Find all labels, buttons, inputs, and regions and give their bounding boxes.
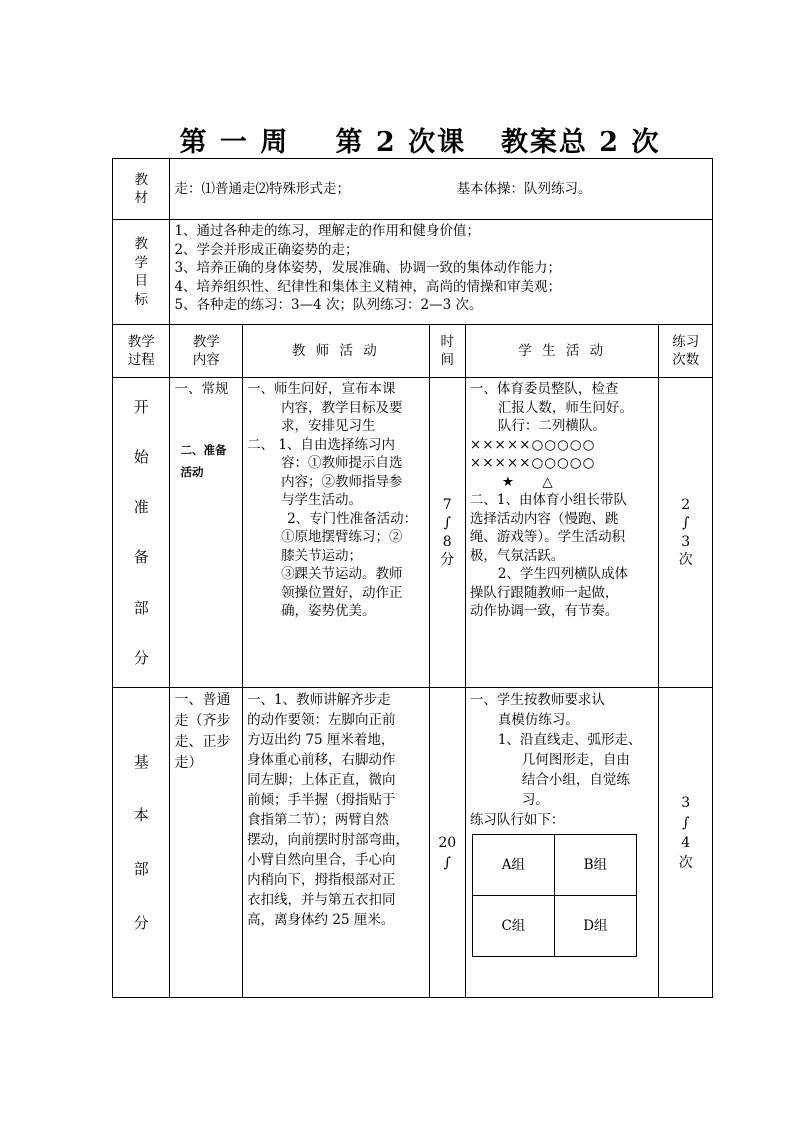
lesson-plan-title	[110, 120, 730, 159]
main-teacher-activity: 一、1、教师讲解齐步走 的动作要领：左脚向正前 方迈出约 75 厘米着地， 身体重心前移，右脚动作 同左脚；上体正直，微向 前倾；手半握（拇指贴于 食指第二节）；两臂自然 摆动，向前摆时肘部弯曲， 小臂自然向里合，手心向 内稍向下，拇指根部对正 衣扣线，并与第五衣扣同 高，离身体约 25 厘米。	[243, 688, 430, 998]
material-drill: 基本体操：队列练习。	[456, 180, 592, 197]
goal-item: 5、各种走的练习：3—4 次；队列练习：2—3 次。	[174, 297, 483, 313]
main-section-label: 基 本 部 分	[113, 688, 170, 998]
header-count: 练习 次数	[659, 325, 713, 378]
start-student-activity: 一、体育委员整队，检查 汇报人数，师生问好。 队行：二列横队。 ×××××○○○○○ ×××××○○○○○ ★ △ 二、1、由体育小组长带队 选择活动内容（慢跑、跳 绳、游戏等）。学生活动积 极，气氛活跃。 2、学生四列横队成体 操队行跟随教师一起做， 动作协调一致，有节奏。	[465, 378, 659, 688]
practice-formation-grid	[472, 834, 637, 957]
start-time: 7 ∫ 8 分	[429, 378, 465, 688]
group-d: D组	[554, 896, 636, 957]
row-material	[113, 159, 713, 220]
start-section-content	[170, 378, 243, 688]
goals-content	[170, 220, 713, 325]
content-routine: 一、常规	[174, 381, 229, 397]
header-teacher: 教 师 活 动	[243, 325, 430, 378]
header-content: 教学 内容	[170, 325, 243, 378]
content-warmup: 二、准备活动	[180, 442, 227, 479]
header-time: 时 间	[429, 325, 465, 378]
start-section-label: 开 始 准 备 部 分	[113, 378, 170, 688]
main-student-activity: 一、学生按教师要求认 真模仿练习。 1、沿直线走、弧形走、 几何图形走，自由 结合小组，自觉练 习。 练习队行如下： A组 B组 C组 D组	[465, 688, 659, 998]
row-goals	[113, 220, 713, 325]
start-count: 2 ∫ 3 次	[659, 378, 713, 688]
goal-item: 2、学会并形成正确姿势的走；	[174, 241, 359, 258]
header-student: 学 生 活 动	[465, 325, 659, 378]
main-time: 20 ∫	[429, 688, 465, 998]
formation-row: ×××××○○○○○	[469, 436, 596, 453]
group-a: A组	[472, 835, 554, 896]
material-label: 教 材	[113, 159, 170, 220]
formation-markers: ★ △	[501, 473, 553, 490]
goals-label: 教 学 目 标	[113, 220, 170, 325]
material-content	[170, 159, 713, 220]
row-start-section	[113, 378, 713, 688]
goal-item: 3、培养正确的身体姿势，发展准确、协调一致的集体动作能力；	[174, 260, 562, 276]
goal-item: 4、培养组织性、纪律性和集体主义精神，高尚的情操和审美观；	[174, 278, 562, 295]
start-teacher-activity: 一、师生问好，宣布本课 内容，教学目标及要 求，安排见习生 二、 1、自由选择练习内 容：①教师提示自选 内容；②教师指导参 与学生活动。 2、专门性准备活动： ①原地摆臂练习；② 膝关节运动； ③踝关节运动。教师 领操位置好，动作正 确，姿势优美。	[243, 378, 430, 688]
goal-item: 1、通过各种走的练习，理解走的作用和健身价值；	[174, 223, 481, 239]
main-section-content: 一、普通 走（齐步 走、正步 走）	[170, 688, 243, 998]
row-main-section	[113, 688, 713, 998]
title-total: 教案总 2 次	[500, 127, 661, 158]
main-count: 3 ∫ 4 次	[659, 688, 713, 998]
title-week: 第 一 周	[179, 127, 290, 158]
row-header	[113, 325, 713, 378]
header-process: 教学 过程	[113, 325, 170, 378]
lesson-plan-table	[112, 158, 713, 998]
group-b: B组	[554, 835, 636, 896]
formation-row: ×××××○○○○○	[469, 455, 596, 471]
title-lesson: 第 2 次课	[335, 127, 467, 158]
material-walk: 走：⑴普通走⑵特殊形式走；	[174, 180, 350, 197]
group-c: C组	[472, 896, 554, 957]
